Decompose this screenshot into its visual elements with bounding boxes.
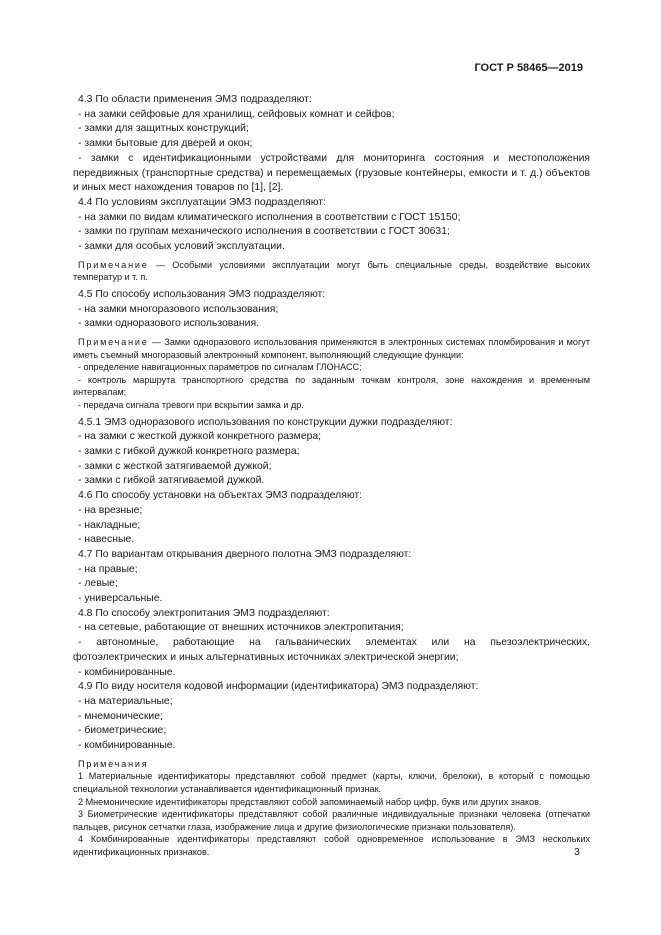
notes-label: Примечания — [78, 758, 149, 769]
list-item: - замки для защитных конструкций; — [78, 123, 249, 135]
list-item: - автономные, работающие на гальванических элементах или на пьезоэлектрических, фотоэлектрических и иных альтернативных источниках электрической энергии; — [73, 637, 590, 663]
note-list-item: - передача сигнала тревоги при вскрытии замка и др. — [78, 400, 304, 410]
list-item: - замки с гибкой затягиваемой дужкой. — [78, 475, 265, 487]
section-4-9-title: 4.9 По виду носителя кодовой информации (идентификатора) ЭМЗ подразделяют: — [78, 681, 479, 693]
list-item: - комбинированные. — [78, 666, 176, 678]
note-text: — Особыми условиями эксплуатации могут быть специальные среды, воздействие высоких температур и т. п. — [73, 259, 590, 283]
list-item: - накладные; — [78, 519, 141, 531]
list-item: - на замки многоразового использования; — [78, 303, 279, 315]
list-item: - на замки с жесткой дужкой конкретного размера; — [78, 431, 322, 443]
note-4-4 — [73, 259, 590, 284]
note-text: — Замки одноразового использования применяются в электронных системах пломбирования и могут иметь съемный многоразовый электронный компонент, выполняющий следующие функции: — [73, 337, 590, 360]
page-number: 3 — [574, 847, 580, 858]
note-list-item: - контроль маршрута транспортного средства по заданным точкам контроля, зоне нахождения и временным интервалам; — [73, 374, 590, 398]
note-label: Примечание — [78, 259, 149, 270]
list-item: - на сетевые, работающие от внешних источников электропитания; — [78, 622, 404, 634]
list-item: - биометрические; — [78, 725, 167, 737]
document-body — [73, 93, 590, 859]
list-item: - на врезные; — [78, 504, 143, 516]
list-item: - на правые; — [78, 563, 138, 575]
section-4-5-title: 4.5 По способу использования ЭМЗ подразделяют: — [78, 288, 326, 300]
list-item: - универсальные. — [78, 593, 163, 605]
list-item: - на замки по видам климатического исполнения в соответствии с ГОСТ 15150; — [78, 211, 461, 223]
section-4-5-1-title: 4.5.1 ЭМЗ одноразового использования по конструкции дужки подразделяют: — [78, 416, 453, 428]
list-item: - левые; — [78, 578, 118, 590]
list-item: - на материальные; — [78, 695, 173, 707]
note-list-item: - определение навигационных параметров по сигналам ГЛОНАСС; — [78, 362, 362, 373]
section-4-4-title: 4.4 По условиям эксплуатации ЭМЗ подразделяют: — [78, 196, 326, 208]
list-item: - навесные. — [78, 534, 135, 546]
section-4-6-title: 4.6 По способу установки на объектах ЭМЗ подразделяют: — [78, 490, 363, 502]
section-4-8-title: 4.8 По способу электропитания ЭМЗ подразделяют: — [78, 607, 330, 619]
section-4-7-title: 4.7 По вариантам открывания дверного полотна ЭМЗ подразделяют: — [78, 548, 412, 560]
list-item: - замки с жесткой затягиваемой дужкой; — [78, 460, 272, 472]
list-item: - замки для особых условий эксплуатации. — [78, 241, 285, 253]
list-item: - мнемонические; — [78, 710, 163, 722]
section-4-3-title: 4.3 По области применения ЭМЗ подразделяют: — [78, 94, 312, 105]
note-item: 4 Комбинированные идентификаторы представляют собой одновременное использование в ЭМЗ нескольких идентификационных признаков. — [73, 834, 590, 857]
note-item: 2 Мнемонические идентификаторы представляют собой запоминаемый набор цифр, букв или других знаков. — [78, 796, 542, 807]
note-item: 3 Биометрические идентификаторы представляют собой различные индивидуальные признаки человека (отпечатки пальцев, рисунок сетчатки глаза, изображение лица и другие физиологические признаки пользователя). — [73, 809, 590, 832]
list-item: - комбинированные. — [78, 740, 176, 752]
note-item: 1 Материальные идентификаторы представляют собой предмет (карты, ключи, брелоки), в который с помощью специальной технологии устанавливается идентификационный признак. — [73, 771, 590, 794]
document-header: ГОСТ Р 58465—2019 — [474, 62, 583, 74]
list-item: - замки по группам механического исполнения в соответствии с ГОСТ 30631; — [78, 226, 450, 238]
list-item: - замки с идентификационными устройствами для мониторинга состояния и местоположения передвижных (транспортные средства) и перемещаемых (грузовые контейнеры, емкости и т. д.) объектов и иных мест нахождения товаров по [1], [2]. — [73, 152, 590, 194]
list-item: - замки одноразового использования. — [78, 318, 259, 330]
list-item: - на замки сейфовые для хранилищ, сейфовых комнат и сейфов; — [78, 108, 395, 120]
note-label: Примечание — [78, 337, 149, 348]
list-item: - замки бытовые для дверей и окон; — [78, 138, 253, 150]
list-item: - замки с гибкой дужкой конкретного размера; — [78, 446, 300, 457]
note-4-5 — [73, 336, 590, 361]
